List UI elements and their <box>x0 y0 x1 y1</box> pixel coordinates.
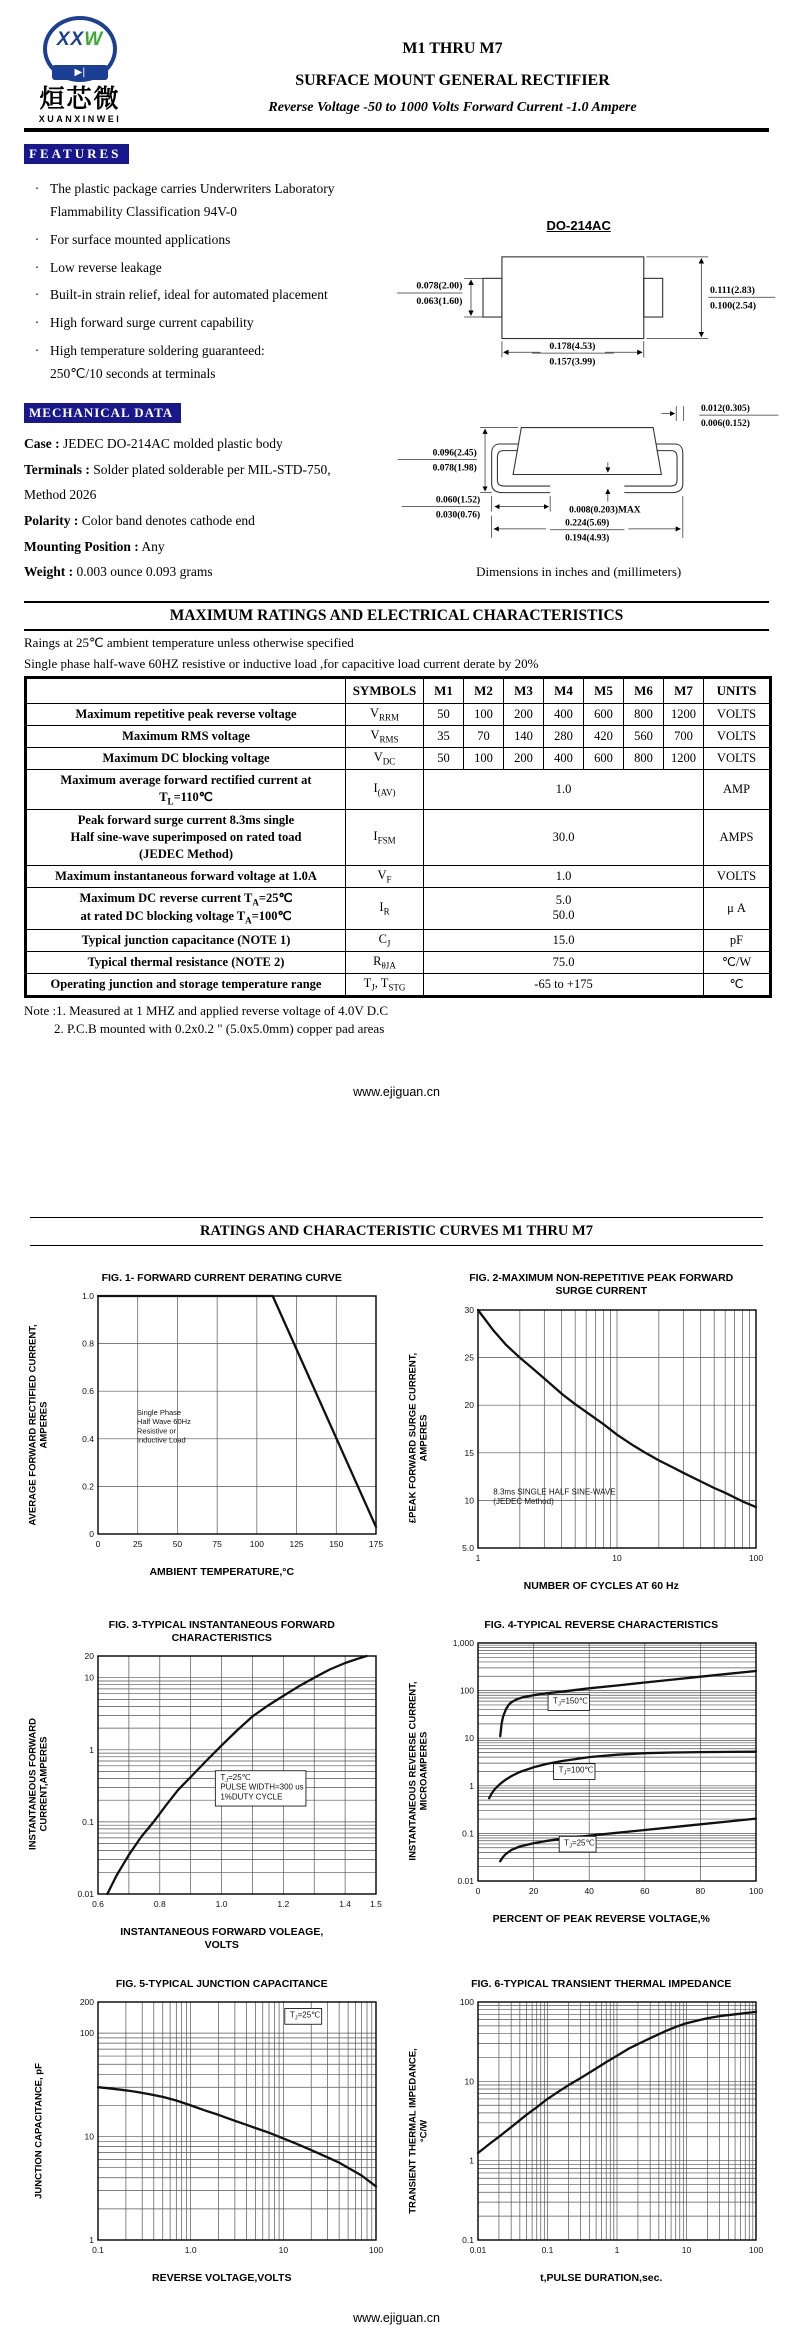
ratings-table <box>24 676 772 998</box>
svg-text:TJ=150℃: $T_J=150℃$ <box>552 1696 588 1708</box>
svg-text:0.2: 0.2 <box>82 1481 94 1492</box>
svg-text:100: 100 <box>748 1552 763 1563</box>
svg-text:50: 50 <box>172 1539 183 1550</box>
svg-text:Inductive Load: Inductive Load <box>136 1435 186 1445</box>
ratings-condition-1: Raings at 25℃ ambient temperature unless otherwise specified <box>24 634 354 650</box>
figure-1-title: FIG. 1- FORWARD CURRENT DERATING CURVE <box>101 1272 342 1285</box>
figure-2 <box>404 1272 770 1592</box>
dim-right-max: 0.111(2.83) <box>709 284 755 296</box>
figure-4-xlabel: PERCENT OF PEAK REVERSE VOLTAGE,% <box>492 1912 710 1925</box>
svg-text:1: 1 <box>614 2245 619 2256</box>
svg-text:1.0: 1.0 <box>215 1898 228 1909</box>
features-list <box>24 179 367 385</box>
svg-text:0.4: 0.4 <box>82 1434 94 1445</box>
svg-text:5.0: 5.0 <box>461 1542 474 1553</box>
header-rule <box>24 128 769 132</box>
mechanical-heading: MECHANICAL DATA <box>24 403 181 423</box>
left-column <box>24 140 367 585</box>
ratings-condition-2: Single phase half-wave 60HZ resistive or inductive load ,for capacitive load current derate by 20% <box>24 655 539 671</box>
figure-3-xlabel: INSTANTANEOUS FORWARD VOLEAGE, VOLTS <box>120 1925 324 1952</box>
subtitle: Reverse Voltage -50 to 1000 Volts Forward Current -1.0 Ampere <box>268 100 637 115</box>
svg-text:100: 100 <box>368 2245 384 2256</box>
feature-item: · For surface mounted applications <box>34 231 231 247</box>
svg-text:10: 10 <box>681 2245 691 2256</box>
svg-text:1%DUTY CYCLE: 1%DUTY CYCLE <box>220 1792 283 1802</box>
svg-text:0.6: 0.6 <box>92 1898 104 1909</box>
svg-text:TJ=25℃: $T_J=25℃$ <box>220 1772 251 1784</box>
svg-text:125: 125 <box>289 1539 304 1550</box>
dim-width-max: 0.178(4.53) <box>549 340 596 352</box>
figure-6 <box>404 1978 770 2285</box>
feature-item: · High temperature soldering guaranteed: 250℃/10 seconds at terminals <box>34 343 265 382</box>
figure-6-title: FIG. 6-TYPICAL TRANSIENT THERMAL IMPEDANCE <box>471 1978 732 1991</box>
figure-6-plot <box>434 1994 768 2267</box>
features-heading: FEATURES <box>24 144 129 164</box>
svg-text:25: 25 <box>464 1352 474 1363</box>
dim-foot-length-min: 0.030(0.76) <box>435 510 480 521</box>
table-row: Typical thermal resistance (NOTE 2) $R_{\theta JA}$ 75.0 ℃/W <box>26 951 771 973</box>
website-link-footer[interactable]: www.ejiguan.cn <box>353 2311 440 2325</box>
curve-TJ=150C <box>500 1671 756 1736</box>
svg-text:TJ=100℃: $T_J=100℃$ <box>558 1765 593 1777</box>
table-row: Operating junction and storage temperature range $T_J$, $T_{STG}$ -65 to +175 ℃ <box>26 973 771 996</box>
column-header: M5 <box>584 678 624 704</box>
column-header: M2 <box>464 678 504 704</box>
svg-text:175: 175 <box>368 1539 384 1550</box>
curve-TJ=25C <box>500 1818 756 1861</box>
dim-standoff: 0.008(0.203)MAX <box>568 505 641 516</box>
svg-text:0.8: 0.8 <box>82 1339 94 1350</box>
svg-text:(JEDEC Method): (JEDEC Method) <box>492 1496 554 1506</box>
header <box>24 14 769 124</box>
diode-icon: ▶| <box>52 65 108 80</box>
svg-text:0.01: 0.01 <box>77 1888 94 1899</box>
mechanical-list <box>24 431 367 585</box>
svg-text:0: 0 <box>95 1539 101 1550</box>
svg-text:100: 100 <box>249 1539 264 1550</box>
svg-text:10: 10 <box>464 1732 474 1743</box>
svg-text:0: 0 <box>89 1529 94 1540</box>
part-range: M1 THRU M7 <box>402 40 503 57</box>
chart-canvas <box>434 1302 768 1570</box>
figure-5-ylabel: JUNCTION CAPACITANCE, pF <box>33 2062 45 2199</box>
package-top-view-drawing <box>373 235 777 375</box>
svg-text:0.1: 0.1 <box>461 2235 474 2246</box>
figure-4 <box>404 1619 770 1953</box>
table-row: Peak forward surge current 8.3ms single Half sine-wave superimposed on rated toad (JEDEC Method) $I_{FSM}$ 30.0 AMPS <box>26 810 771 866</box>
figure-2-title: FIG. 2-MAXIMUM NON-REPETITIVE PEAK FORWARD SURGE CURRENT <box>469 1272 734 1298</box>
dim-right-min: 0.100(2.54) <box>709 300 756 312</box>
svg-text:Resistive or: Resistive or <box>136 1426 177 1436</box>
svg-text:20: 20 <box>464 1399 474 1410</box>
table-row: Maximum DC blocking voltage $V_{DC}$ 50 100 200 400 600 800 1200 VOLTS <box>26 747 771 769</box>
figure-1-xlabel: AMBIENT TEMPERATURE,°C <box>149 1566 295 1579</box>
svg-text:1.0: 1.0 <box>184 2245 197 2256</box>
svg-text:100: 100 <box>79 2028 94 2039</box>
dim-lead-thickness-max: 0.012(0.305) <box>700 403 750 414</box>
figure-5-title: FIG. 5-TYPICAL JUNCTION CAPACITANCE <box>115 1978 328 1991</box>
svg-text:15: 15 <box>464 1447 474 1458</box>
table-footnotes <box>24 1002 769 1040</box>
right-column <box>367 140 785 585</box>
mechanical-item: Weight : 0.003 ounce 0.093 grams <box>24 564 213 580</box>
svg-text:30: 30 <box>464 1304 474 1315</box>
svg-text:PULSE WIDTH=300 us: PULSE WIDTH=300 us <box>220 1782 304 1792</box>
svg-text:10: 10 <box>611 1552 622 1563</box>
svg-text:10: 10 <box>84 1672 94 1683</box>
figure-3-plot <box>54 1648 388 1921</box>
svg-text:25: 25 <box>132 1539 143 1550</box>
svg-text:60: 60 <box>639 1885 650 1896</box>
svg-text:100: 100 <box>459 1997 474 2008</box>
svg-text:200: 200 <box>79 1997 94 2008</box>
feature-item: · Low reverse leakage <box>34 259 162 275</box>
figure-1-plot <box>54 1288 388 1561</box>
figure-5-xlabel: REVERSE VOLTAGE,VOLTS <box>152 2272 292 2285</box>
logo-monogram: XXW <box>56 29 104 50</box>
figure-4-plot <box>434 1635 768 1908</box>
chart-canvas <box>54 1648 388 1916</box>
figure-2-ylabel: £PEAK FORWARD SURGE CURRENT, AMPERES <box>407 1352 430 1524</box>
dim-left-max: 0.078(2.00) <box>416 280 463 292</box>
package-name: DO-214AC <box>546 217 611 233</box>
table-header-row <box>26 678 771 704</box>
chart-canvas <box>434 1635 768 1903</box>
svg-text:0.1: 0.1 <box>92 2245 104 2256</box>
feature-item: · The plastic package carries Underwriters Laboratory Flammability Classification 94V-0 <box>34 180 335 219</box>
curves-heading: RATINGS AND CHARACTERISTIC CURVES M1 THRU M7 <box>30 1217 763 1246</box>
figure-3 <box>24 1619 390 1953</box>
figure-6-xlabel: t,PULSE DURATION,sec. <box>540 2272 663 2285</box>
svg-text:0.6: 0.6 <box>82 1386 94 1397</box>
svg-text:Single Phase: Single Phase <box>136 1408 182 1418</box>
mechanical-item: Mounting Position : Any <box>24 538 165 554</box>
svg-text:10: 10 <box>464 2076 474 2087</box>
dim-lead-thickness-min: 0.006(0.152) <box>700 418 750 429</box>
mechanical-item: Terminals : Solder plated solderable per MIL-STD-750, <box>24 461 331 477</box>
svg-text:75: 75 <box>212 1539 222 1550</box>
svg-text:1: 1 <box>89 1744 94 1755</box>
svg-text:TJ=25℃: $T_J=25℃$ <box>289 2010 321 2022</box>
svg-text:1: 1 <box>89 2235 94 2246</box>
column-header: M4 <box>544 678 584 704</box>
curve-TJ=100C <box>489 1751 756 1798</box>
svg-text:1.4: 1.4 <box>339 1898 352 1909</box>
svg-text:0.8: 0.8 <box>153 1898 166 1909</box>
page-title: SURFACE MOUNT GENERAL RECTIFIER <box>295 72 610 89</box>
figure-4-ylabel: INSTANTANEOUS REVERSE CURRENT, MICROAMPERES <box>407 1681 430 1861</box>
svg-text:1: 1 <box>468 1780 474 1791</box>
company-logo <box>24 14 136 124</box>
ratings-heading: MAXIMUM RATINGS AND ELECTRICAL CHARACTERISTICS <box>24 601 769 631</box>
figure-2-xlabel: NUMBER OF CYCLES AT 60 Hz <box>523 1579 679 1592</box>
website-link-mid[interactable]: www.ejiguan.cn <box>353 1085 440 1100</box>
chart-canvas <box>54 1288 388 1556</box>
svg-text:Half Wave 60Hz: Half Wave 60Hz <box>136 1417 191 1427</box>
figure-6-ylabel: TRANSIENT THERMAL IMPEDANCE, °C/W <box>407 2048 430 2214</box>
table-row: Typical junction capacitance (NOTE 1) $C_J$ 15.0 pF <box>26 929 771 951</box>
svg-text:0.1: 0.1 <box>541 2245 553 2256</box>
svg-text:0: 0 <box>475 1885 480 1896</box>
dim-body-height-max: 0.096(2.45) <box>432 448 477 459</box>
footnote: Note :1. Measured at 1 MHZ and applied reverse voltage of 4.0V D.C <box>24 1002 389 1018</box>
table-row: Maximum DC reverse current $T_A=25℃$ at rated DC blocking voltage $T_A=100℃$ $I_R$ 5.0 50.0 μ A <box>26 887 771 929</box>
svg-text:20: 20 <box>528 1885 538 1896</box>
figure-1-ylabel: AVERAGE FORWARD RECTIFIED CURRENT, AMPERES <box>27 1324 50 1526</box>
dim-left-min: 0.063(1.60) <box>416 295 463 307</box>
svg-text:8.3ms SINGLE HALF SINE-WAVE: 8.3ms SINGLE HALF SINE-WAVE <box>492 1486 616 1496</box>
svg-text:80: 80 <box>695 1885 705 1896</box>
table-row: Maximum RMS voltage $V_{RMS}$ 35 70 140 280 420 560 700 VOLTS <box>26 725 771 747</box>
dim-foot-length-max: 0.060(1.52) <box>435 495 480 506</box>
svg-text:10: 10 <box>464 1494 474 1505</box>
svg-text:0.01: 0.01 <box>456 1875 474 1886</box>
svg-text:0.01: 0.01 <box>469 2245 486 2256</box>
svg-text:10: 10 <box>278 2245 289 2256</box>
chart-canvas <box>54 1994 388 2262</box>
table-row: Maximum average forward rectified current at $T_L=110℃$ $I_{(AV)}$ 1.0 AMP <box>26 769 771 810</box>
svg-text:20: 20 <box>84 1650 94 1661</box>
figure-5 <box>24 1978 390 2285</box>
column-header: M7 <box>664 678 704 704</box>
svg-text:0.1: 0.1 <box>82 1816 94 1827</box>
table-row: Maximum repetitive peak reverse voltage $V_{RRM}$ 50 100 200 400 600 800 1200 VOLTS <box>26 704 771 726</box>
svg-text:1.2: 1.2 <box>277 1898 290 1909</box>
figure-1 <box>24 1272 390 1592</box>
svg-text:150: 150 <box>329 1539 344 1550</box>
column-header: M1 <box>424 678 464 704</box>
figure-3-ylabel: INSTANTANEOUS FORWARD CURRENT,AMPERES <box>27 1718 50 1851</box>
mechanical-item: Case : JEDEC DO-214AC molded plastic body <box>24 436 283 452</box>
svg-text:TJ=25℃: $T_J=25℃$ <box>563 1838 595 1850</box>
column-header: SYMBOLS <box>346 678 424 704</box>
mechanical-item: Polarity : Color band denotes cathode end <box>24 513 255 529</box>
svg-text:0.1: 0.1 <box>461 1828 474 1839</box>
logo-circle-icon <box>43 16 117 82</box>
svg-text:10: 10 <box>84 2131 94 2142</box>
title-block <box>136 14 769 116</box>
svg-text:1: 1 <box>468 2155 474 2166</box>
svg-text:40: 40 <box>583 1885 594 1896</box>
figure-5-plot <box>54 1994 388 2267</box>
svg-text:100: 100 <box>748 2245 763 2256</box>
column-header: M6 <box>624 678 664 704</box>
svg-text:1: 1 <box>475 1552 480 1563</box>
svg-text:100: 100 <box>459 1685 474 1696</box>
figure-2-plot <box>434 1302 768 1575</box>
column-header: M3 <box>504 678 544 704</box>
dimensions-caption: Dimensions in inches and (millimeters) <box>476 563 682 579</box>
figure-3-title: FIG. 3-TYPICAL INSTANTANEOUS FORWARD CHARACTERISTICS <box>108 1618 335 1644</box>
mechanical-item: Method 2026 <box>24 487 97 503</box>
package-side-view-drawing <box>373 396 785 553</box>
upper-columns <box>24 140 769 585</box>
dim-overall-width-min: 0.194(4.93) <box>564 533 610 544</box>
dim-width-min: 0.157(3.99) <box>549 356 596 368</box>
svg-text:1,000: 1,000 <box>452 1637 474 1648</box>
dim-overall-width-max: 0.224(5.69) <box>564 518 610 529</box>
svg-text:1.0: 1.0 <box>82 1291 94 1302</box>
feature-item: · Built-in strain relief, ideal for automated placement <box>34 287 328 303</box>
footnote: 2. P.C.B mounted with 0.2x0.2 " (5.0x5.0mm) copper pad areas <box>54 1021 385 1037</box>
svg-text:1.5: 1.5 <box>370 1898 382 1909</box>
figure-4-title: FIG. 4-TYPICAL REVERSE CHARACTERISTICS <box>484 1618 719 1631</box>
feature-item: · High forward surge current capability <box>34 315 254 331</box>
logo-chinese-name: 烜芯微 <box>39 84 121 113</box>
table-row: Maximum instantaneous forward voltage at 1.0A $V_F$ 1.0 VOLTS <box>26 865 771 887</box>
dim-body-height-min: 0.078(1.98) <box>432 463 477 474</box>
column-header: UNITS <box>704 678 771 704</box>
charts-grid <box>24 1272 769 2285</box>
svg-text:100: 100 <box>748 1885 763 1896</box>
chart-canvas <box>434 1994 768 2262</box>
logo-english-name: XUANXINWEI <box>38 113 122 124</box>
